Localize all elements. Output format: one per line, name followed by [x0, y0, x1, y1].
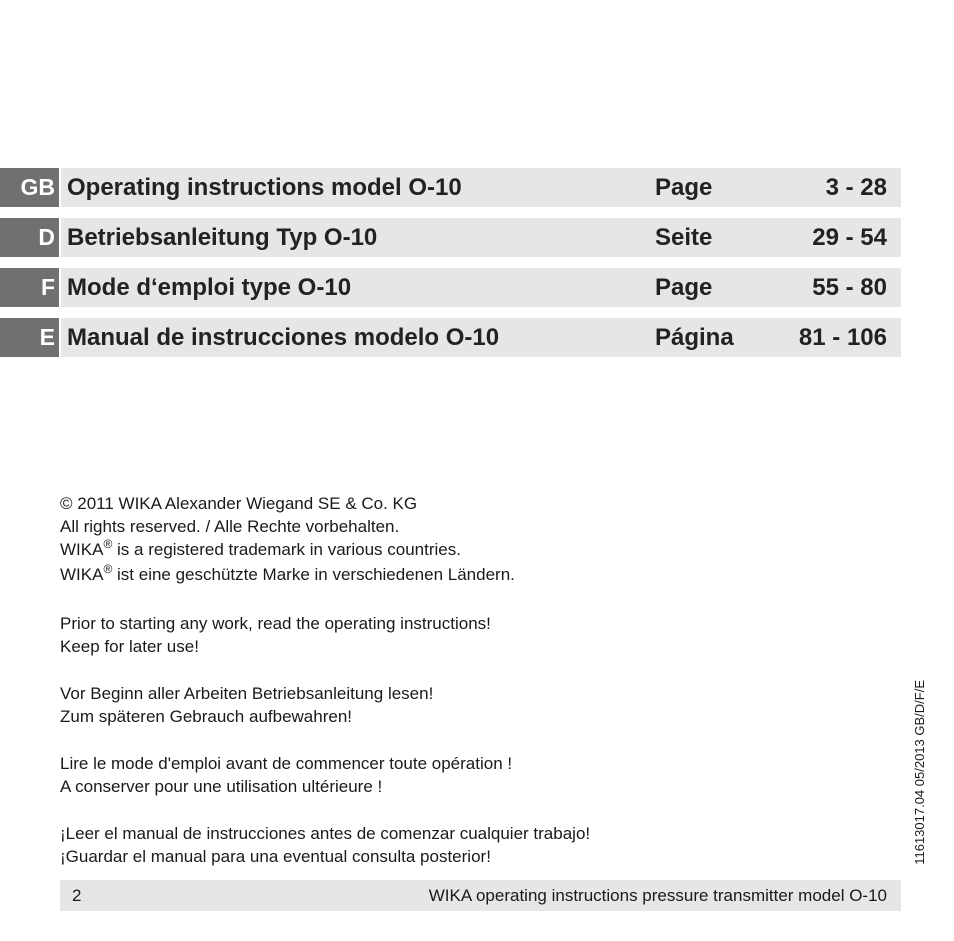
- notice-line: A conserver pour une utilisation ultérieure !: [60, 777, 383, 796]
- notice-line: Zum späteren Gebrauch aufbewahren!: [60, 707, 353, 726]
- notice-es: [60, 822, 590, 868]
- toc-page-label: Página: [655, 324, 734, 351]
- trademark-text-de: ist eine geschützte Marke in verschiedenen Ländern.: [112, 565, 515, 584]
- toc-title: Operating instructions model O-10: [67, 174, 462, 201]
- toc-title: Betriebsanleitung Typ O-10: [67, 224, 378, 251]
- toc-title: Manual de instrucciones modelo O-10: [67, 324, 500, 351]
- footer-title: WIKA operating instructions pressure transmitter model O-10: [428, 886, 887, 905]
- toc-bar: [61, 318, 901, 357]
- language-badge-d: D: [0, 218, 59, 257]
- toc-page-label: Seite: [655, 224, 713, 251]
- trademark-text-en: is a registered trademark in various countries.: [112, 540, 461, 559]
- toc-row-f[interactable]: [0, 268, 901, 307]
- document-code: 11613017.04 05/2013 GB/D/F/E: [912, 680, 927, 865]
- page-number: 2: [72, 886, 82, 905]
- copyright-line: © 2011 WIKA Alexander Wiegand SE & Co. KG: [60, 494, 418, 513]
- registered-mark: ®: [103, 537, 113, 551]
- notice-line: ¡Leer el manual de instrucciones antes de comenzar cualquier trabajo!: [60, 824, 591, 843]
- toc-page-range: 3 - 28: [825, 174, 887, 201]
- toc-row-d[interactable]: [0, 218, 901, 257]
- info-block: [60, 492, 590, 892]
- toc-page-range: 81 - 106: [798, 324, 887, 351]
- language-badge-gb: GB: [0, 168, 59, 207]
- trademark-line-de: [60, 563, 590, 588]
- notice-line: Lire le mode d'emploi avant de commencer toute opération !: [60, 754, 513, 773]
- brand-name: WIKA: [60, 565, 104, 584]
- toc-row-gb[interactable]: [0, 168, 901, 207]
- registered-mark: ®: [103, 562, 113, 576]
- toc-page-range: 29 - 54: [812, 224, 887, 251]
- toc-bar: [61, 268, 901, 307]
- notice-de: [60, 682, 590, 728]
- language-badge-f: F: [0, 268, 59, 307]
- toc-page-range: 55 - 80: [812, 274, 887, 301]
- toc-row-e[interactable]: [0, 318, 901, 357]
- notice-line: ¡Guardar el manual para una eventual consulta posterior!: [60, 847, 491, 866]
- notice-line: Prior to starting any work, read the operating instructions!: [60, 614, 491, 633]
- toc-bar: [61, 218, 901, 257]
- notice-line: Keep for later use!: [60, 637, 199, 656]
- trademark-line-en: [60, 538, 590, 563]
- toc-page-label: Page: [655, 274, 713, 301]
- brand-name: WIKA: [60, 540, 104, 559]
- language-badge-e: E: [0, 318, 59, 357]
- page-footer: [60, 880, 901, 911]
- copyright-notice: [60, 492, 590, 588]
- notice-en: [60, 612, 590, 658]
- table-of-contents: [0, 168, 901, 368]
- toc-page-label: Page: [655, 174, 713, 201]
- toc-bar: [61, 168, 901, 207]
- toc-title: Mode d‘emploi type O-10: [67, 274, 352, 301]
- notice-line: Vor Beginn aller Arbeiten Betriebsanleitung lesen!: [60, 684, 434, 703]
- rights-line: All rights reserved. / Alle Rechte vorbehalten.: [60, 517, 400, 536]
- notice-fr: [60, 752, 590, 798]
